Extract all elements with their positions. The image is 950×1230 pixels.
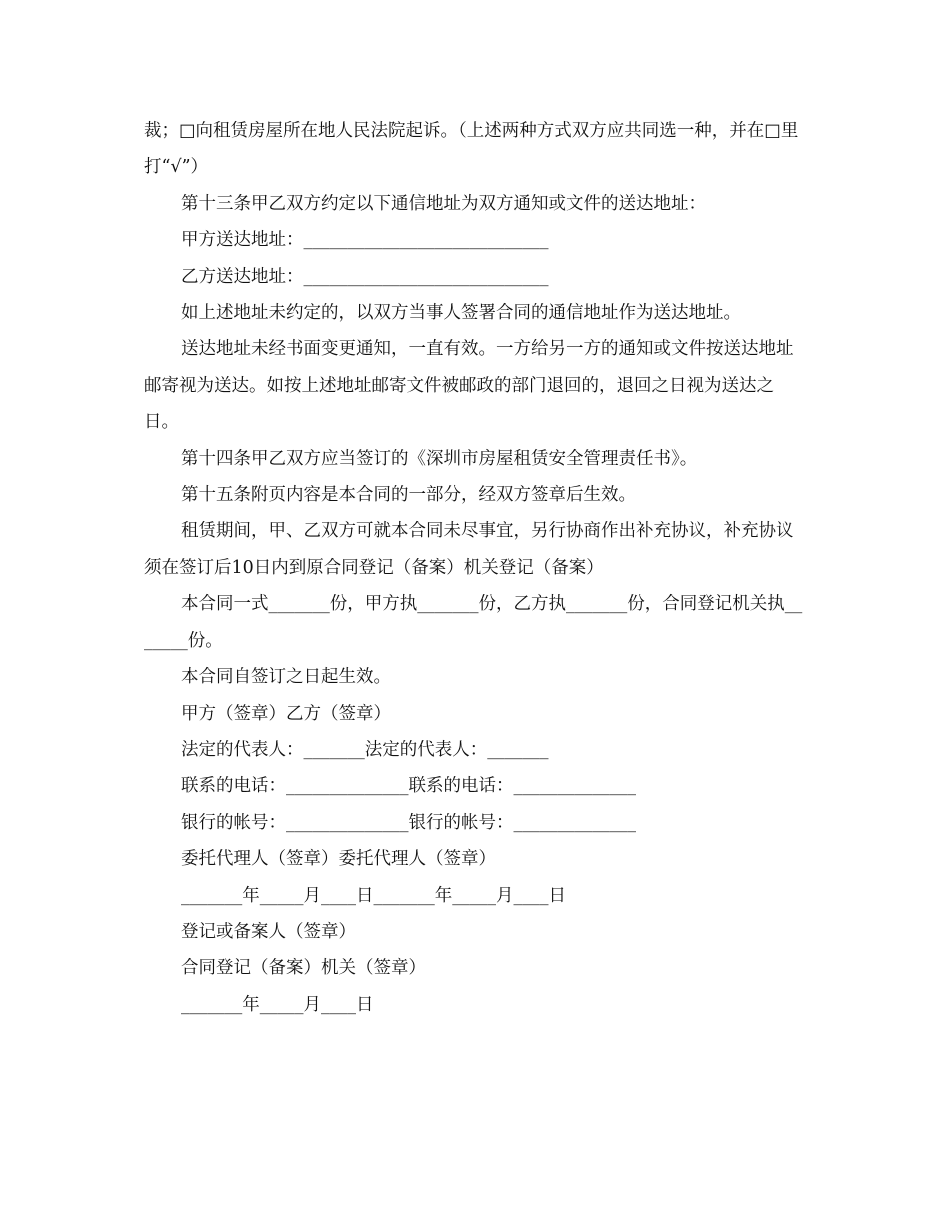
authorized-agent-line: 委托代理人（签章）委托代理人（签章）	[181, 849, 496, 870]
address-validity-paragraph: 送达地址未经书面变更通知，一直有效。一方给另一方的通知或文件按送达地址邮寄视为送达。如按上述地址邮寄文件被邮政的部门退回的，退回之日视为送达之日。	[144, 339, 794, 433]
bank-account-line: 银行的帐号：______________银行的帐号：______________	[181, 812, 636, 833]
party-a-address-field: 甲方送达地址：____________________________	[181, 230, 549, 251]
registrar-line: 登记或备案人（签章）	[181, 921, 356, 942]
article-14-paragraph: 第十四条甲乙双方应当签订的《深圳市房屋租赁安全管理责任书》。	[181, 448, 698, 469]
supplementary-agreement-paragraph: 租赁期间，甲、乙双方可就本合同未尽事宜，另行协商作出补充协议，补充协议须在签订后10日内到原合同登记（备案）机关登记（备案）	[144, 521, 794, 578]
default-address-paragraph: 如上述地址未约定的，以双方当事人签署合同的通信地址作为送达地址。	[181, 303, 741, 324]
contact-phone-line: 联系的电话：______________联系的电话：______________	[181, 776, 636, 797]
registration-date-line: _______年_____月____日	[181, 994, 374, 1015]
copies-paragraph: 本合同一式_______份，甲方执_______份，乙方执_______份，合同登记机关执_______份。	[144, 594, 803, 651]
registration-authority-line: 合同登记（备案）机关（签章）	[181, 958, 426, 979]
signing-date-line: _______年_____月____日_______年_____月____日	[181, 885, 566, 906]
party-b-address-field: 乙方送达地址：____________________________	[181, 266, 549, 287]
article-15-paragraph: 第十五条附页内容是本合同的一部分，经双方签章后生效。	[181, 485, 636, 506]
legal-representative-line: 法定的代表人：_______法定的代表人：_______	[181, 739, 549, 760]
effective-date-paragraph: 本合同自签订之日起生效。	[181, 667, 391, 688]
dispute-resolution-paragraph: 裁；□向租赁房屋所在地人民法院起诉。（上述两种方式双方应共同选一种，并在□里打“√”）	[144, 121, 799, 178]
signature-parties-line: 甲方（签章）乙方（签章）	[181, 703, 391, 724]
document-body	[144, 113, 808, 1023]
article-13-paragraph: 第十三条甲乙双方约定以下通信地址为双方通知或文件的送达地址：	[181, 193, 706, 214]
